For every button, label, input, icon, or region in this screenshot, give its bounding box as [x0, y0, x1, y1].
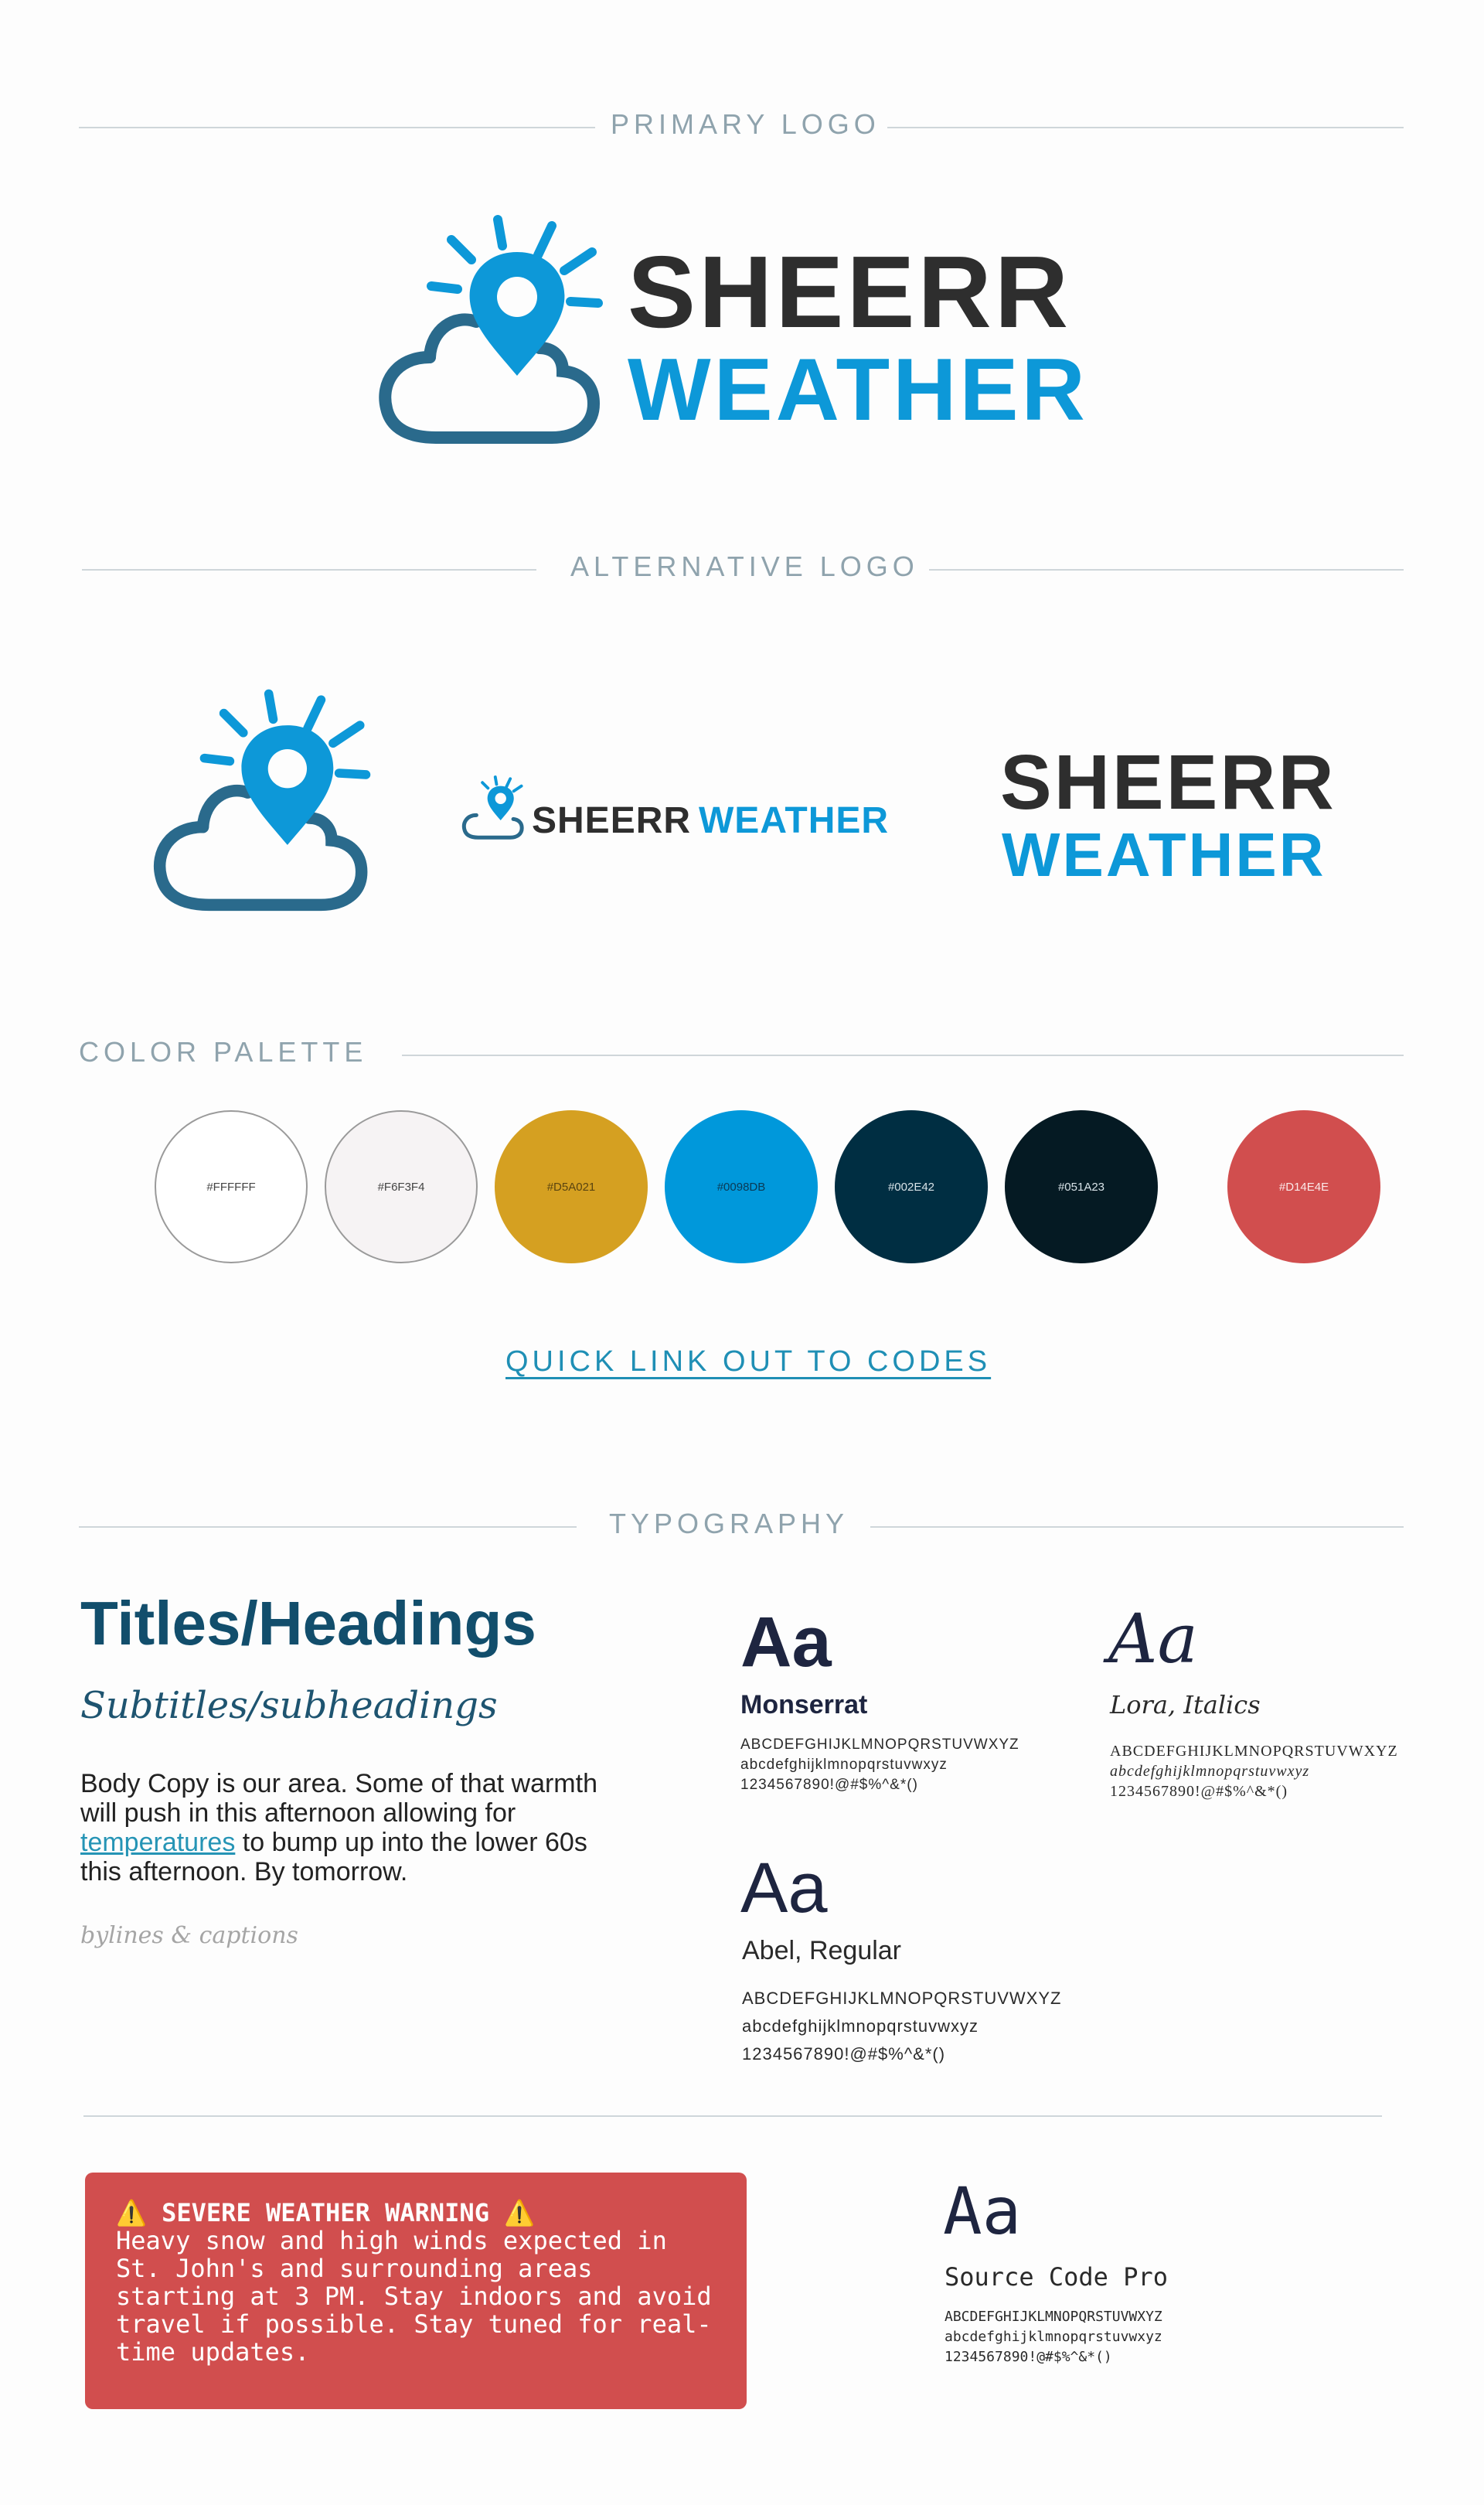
typography-rule-left	[79, 1526, 577, 1528]
swatch-0098db	[665, 1110, 818, 1263]
subtitle-sample: Subtitles/subheadings	[80, 1684, 498, 1727]
primary-logo-rule-right	[887, 127, 1404, 128]
typography-rule-right	[870, 1526, 1404, 1528]
abel-lower: abcdefghijklmnopqrstuvwxyz	[742, 2016, 979, 2036]
source-code-lower: abcdefghijklmnopqrstuvwxyz	[945, 2329, 1162, 2345]
swatch-d5a021	[495, 1110, 648, 1263]
primary-logo-line2: WEATHER	[628, 341, 1088, 439]
typography-heading: TYPOGRAPHY	[609, 1508, 849, 1539]
alt-logo-wordmark-line1: SHEERR	[1000, 739, 1336, 826]
abel-digits: 1234567890!@#$%^&*()	[742, 2044, 946, 2064]
montserrat-aa: Aa	[740, 1603, 832, 1682]
swatch-label: #FFFFFF	[206, 1180, 256, 1194]
swatch-label: #051A23	[1057, 1180, 1105, 1194]
swatch-label: #002E42	[887, 1180, 935, 1194]
warning-text: Heavy snow and high winds expected in St. John's and surrounding areas starting at 3 PM. Stay indoors and avoid travel if possible. Stay tuned for real-time updates.	[116, 2226, 712, 2367]
alt-logo-wordmark-line2: WEATHER	[1002, 820, 1326, 889]
primary-logo-line1: SHEERR	[628, 235, 1072, 349]
alternative-logo-rule-left	[82, 569, 536, 571]
alternative-logo-rule-right	[929, 569, 1404, 571]
swatch-label: #F6F3F4	[377, 1180, 425, 1194]
alt-logo-small-line2: WEATHER	[699, 800, 890, 841]
abel-aa: Aa	[740, 1849, 828, 1927]
swatch-002e42	[835, 1110, 988, 1263]
alt-logo-small-line1: SHEERR	[532, 800, 692, 841]
alternative-logo-heading: ALTERNATIVE LOGO	[570, 550, 919, 582]
color-palette-heading: COLOR PALETTE	[79, 1036, 368, 1068]
source-code-digits: 1234567890!@#$%^&*()	[945, 2349, 1112, 2365]
byline-sample: bylines & captions	[80, 1922, 298, 1949]
swatch-label: #0098DB	[716, 1180, 766, 1194]
title-sample: Titles/Headings	[80, 1589, 536, 1658]
temperatures-link[interactable]: temperatures	[80, 1828, 236, 1857]
abel-name: Abel, Regular	[742, 1936, 902, 1965]
severe-weather-warning	[85, 2173, 747, 2409]
swatch-ffffff	[155, 1110, 308, 1263]
body-copy-text-end: to bump up into the lower 60s this afternoon. By tomorrow.	[80, 1828, 587, 1886]
color-palette-rule	[402, 1055, 1404, 1056]
primary-logo-heading: PRIMARY LOGO	[611, 108, 880, 140]
montserrat-upper: ABCDEFGHIJKLMNOPQRSTUVWXYZ	[740, 1736, 1019, 1753]
source-code-name: Source Code Pro	[945, 2262, 1168, 2292]
body-copy-text: Body Copy is our area. Some of that warmth will push in this afternoon allowing for	[80, 1769, 597, 1828]
primary-logo-rule-left	[79, 127, 595, 128]
bottom-divider	[83, 2115, 1382, 2117]
abel-upper: ABCDEFGHIJKLMNOPQRSTUVWXYZ	[742, 1989, 1062, 2008]
quick-link-codes[interactable]: QUICK LINK OUT TO CODES	[505, 1345, 992, 1378]
body-copy-sample	[80, 1769, 621, 1886]
swatch-label: #D14E4E	[1278, 1180, 1329, 1194]
warning-heading: ⚠️ SEVERE WEATHER WARNING ⚠️	[116, 2198, 536, 2227]
lora-digits: 1234567890!@#$%^&*()	[1110, 1783, 1288, 1800]
lora-upper: ABCDEFGHIJKLMNOPQRSTUVWXYZ	[1110, 1743, 1398, 1760]
swatch-label: #D5A021	[546, 1180, 596, 1194]
swatch-f6f3f4	[325, 1110, 478, 1263]
lora-lower: abcdefghijklmnopqrstuvwxyz	[1110, 1763, 1310, 1780]
swatch-d14e4e	[1227, 1110, 1380, 1263]
montserrat-lower: abcdefghijklmnopqrstuvwxyz	[740, 1757, 948, 1773]
lora-name: Lora, Italics	[1110, 1690, 1261, 1719]
alt-logo-icon-mark	[145, 680, 377, 912]
montserrat-name: Monserrat	[740, 1690, 868, 1719]
montserrat-digits: 1234567890!@#$%^&*()	[740, 1777, 918, 1793]
source-code-aa: Aa	[943, 2173, 1022, 2249]
swatch-051a23	[1005, 1110, 1158, 1263]
source-code-upper: ABCDEFGHIJKLMNOPQRSTUVWXYZ	[945, 2309, 1162, 2325]
lora-aa: Aa	[1108, 1599, 1199, 1679]
cloud-sun-pin-icon	[374, 206, 606, 445]
alt-logo-small-icon	[461, 773, 526, 840]
